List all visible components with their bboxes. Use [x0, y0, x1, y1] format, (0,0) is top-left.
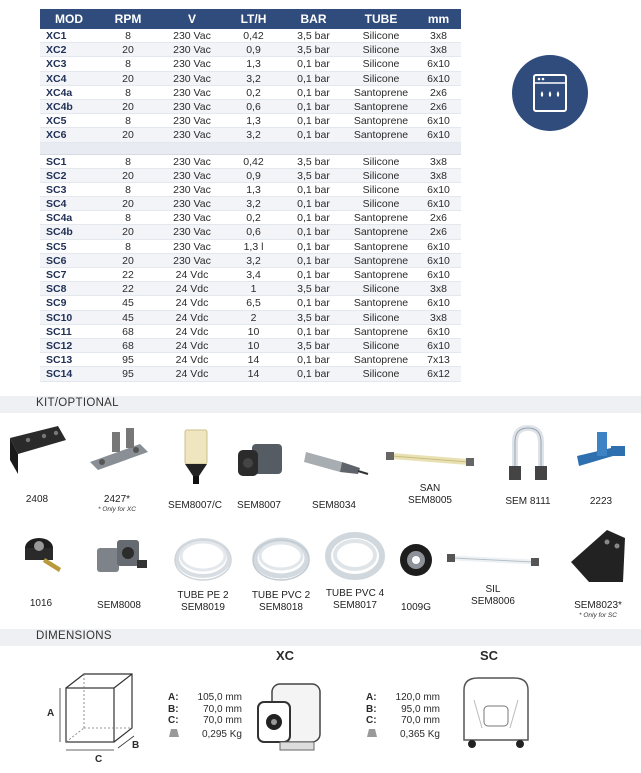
kit-item-sem8006 [440, 548, 546, 608]
cell-size: 2x6 [430, 212, 447, 225]
cell-rpm: 8 [125, 155, 131, 168]
dishwasher-badge [512, 55, 588, 131]
cell-mod: SC7 [46, 269, 67, 281]
cell-flow: 6,5 [246, 297, 261, 310]
cell-pressure: 0,1 bar [297, 100, 330, 113]
cell-voltage: 230 Vac [173, 198, 211, 211]
wall-bracket-icon [4, 420, 70, 482]
cell-pressure: 3,5 bar [297, 311, 330, 324]
cell-flow: 10 [247, 339, 260, 352]
cell-mod: XC6 [46, 129, 67, 142]
cell-voltage: 24 Vdc [175, 368, 209, 381]
cell-voltage: 230 Vac [173, 44, 211, 57]
cell-tube: Silicone [362, 30, 400, 42]
dimensions-section-title: DIMENSIONS [36, 630, 112, 642]
kit-label: SEM 8111 [505, 496, 551, 507]
xc-dim-c: 70,0 mm [203, 715, 242, 726]
tube-san-icon [382, 438, 478, 478]
cell-voltage: 24 Vdc [175, 311, 209, 324]
cell-flow: 0,9 [246, 44, 261, 57]
cell-flow: 3,2 [246, 129, 261, 142]
kit-label: SEM8017 [333, 600, 377, 611]
sc-weight: 0,365 Kg [399, 728, 440, 740]
cell-mod: SC8 [46, 283, 67, 296]
mounting-plate-icon [82, 422, 152, 482]
cell-flow: 3,2 [246, 198, 261, 211]
cell-voltage: 230 Vac [173, 129, 211, 142]
cell-mod: SC5 [46, 240, 67, 253]
cell-tube: Silicone [362, 155, 400, 168]
cell-flow: 1,3 [246, 115, 261, 128]
table-row [40, 268, 461, 282]
motor-icon [230, 436, 288, 488]
cell-voltage: 230 Vac [173, 86, 211, 99]
cell-pressure: 3,5 bar [297, 155, 330, 168]
table-row [40, 254, 461, 268]
kit-label: SAN [419, 483, 441, 494]
cell-mod: XC1 [46, 30, 67, 42]
cell-size: 6x10 [427, 72, 450, 85]
col-header-mm: mm [427, 12, 450, 26]
cell-size: 7x13 [427, 354, 450, 367]
table-row [40, 367, 461, 381]
cell-tube: Santoprene [353, 354, 409, 367]
table-row [40, 353, 461, 367]
dim-key: C: [366, 715, 377, 726]
cell-pressure: 0,1 bar [297, 226, 330, 239]
cell-size: 3x8 [430, 155, 447, 168]
cell-voltage: 230 Vac [173, 169, 211, 182]
sensor-icon [87, 530, 151, 584]
cell-tube: Santoprene [353, 115, 409, 128]
cell-mod: XC5 [46, 115, 67, 128]
cell-rpm: 8 [125, 115, 131, 128]
table-separator [40, 143, 461, 155]
kit-label: 2223 [589, 496, 613, 507]
cell-size: 3x8 [430, 311, 447, 324]
filter-icon [175, 426, 215, 488]
weight-icon [168, 727, 184, 741]
cell-mod: SC4 [46, 198, 67, 211]
cell-tube: Silicone [362, 368, 400, 381]
kit-item-2408 [2, 420, 72, 506]
xc-dimensions [168, 692, 242, 740]
dimensions-section-header [0, 629, 641, 646]
kit-label: SEM8034 [312, 500, 356, 511]
cell-flow: 1,3 [246, 183, 261, 196]
col-header-lth: LT/H [240, 12, 267, 26]
cell-flow: 3,2 [246, 254, 261, 267]
sc-rows [40, 155, 461, 382]
cell-size: 6x10 [427, 183, 450, 196]
cell-voltage: 230 Vac [173, 226, 211, 239]
table-row [40, 57, 461, 71]
cell-size: 6x10 [427, 254, 450, 267]
cell-rpm: 95 [122, 368, 134, 381]
cell-size: 2x6 [430, 86, 447, 99]
bearing-icon [396, 540, 436, 580]
kit-item-sem8023 [556, 524, 640, 620]
cell-mod: SC14 [46, 368, 73, 381]
cell-size: 3x8 [430, 30, 447, 42]
probe-icon [298, 438, 370, 488]
kit-item-1016 [6, 528, 76, 610]
kit-item-sem8111 [490, 422, 566, 508]
cell-voltage: 230 Vac [173, 30, 211, 42]
cell-mod: XC3 [46, 58, 67, 71]
cell-flow: 0,2 [246, 86, 261, 99]
cell-mod: XC4a [46, 86, 73, 99]
cell-rpm: 8 [125, 183, 131, 196]
table-row [40, 43, 461, 57]
dim-key: A: [168, 692, 179, 703]
cell-pressure: 3,5 bar [297, 44, 330, 57]
cell-rpm: 8 [125, 240, 131, 253]
cell-pressure: 3,5 bar [297, 30, 330, 42]
xc-pump-image [250, 676, 328, 765]
cell-tube: Santoprene [353, 129, 409, 142]
sc-dim-b: 95,0 mm [401, 703, 440, 715]
table-row [40, 29, 461, 43]
cell-pressure: 0,1 bar [297, 297, 330, 310]
col-header-v: V [187, 12, 196, 26]
dim-label-a: A [47, 708, 55, 719]
kit-label: SEM8005 [408, 495, 452, 506]
table-row [40, 296, 461, 310]
cell-size: 6x10 [427, 115, 450, 128]
cell-mod: SC3 [46, 183, 67, 196]
kit-label: 2408 [25, 494, 49, 505]
dim-key: A: [366, 692, 377, 703]
cell-mod: SC4b [46, 226, 73, 239]
cell-flow: 1,3 [246, 58, 261, 71]
cell-voltage: 230 Vac [173, 100, 211, 113]
cell-size: 6x10 [427, 240, 450, 253]
coiled-tube-pe-icon [170, 528, 236, 586]
cell-mod: SC2 [46, 169, 67, 182]
dim-label-b: B [132, 740, 140, 751]
cube-icon [44, 668, 154, 768]
cell-rpm: 20 [122, 169, 134, 182]
cell-tube: Silicone [362, 198, 400, 211]
cell-pressure: 0,1 bar [297, 354, 330, 367]
cell-rpm: 22 [122, 269, 134, 281]
spec-table [40, 9, 461, 382]
cell-mod: SC11 [46, 325, 72, 338]
cell-rpm: 95 [122, 354, 134, 367]
cell-rpm: 45 [122, 297, 134, 310]
sc-pump-image [452, 670, 540, 767]
cell-size: 6x10 [427, 198, 450, 211]
sc-model-title: SC [480, 648, 499, 663]
cell-flow: 3,4 [246, 269, 261, 281]
dimension-cube-diagram [44, 668, 154, 768]
cell-tube: Santoprene [353, 212, 409, 225]
sc-dim-c: 70,0 mm [401, 715, 440, 726]
cell-pressure: 0,1 bar [297, 115, 330, 128]
table-row [40, 169, 461, 183]
kit-label: 1009G [400, 602, 432, 613]
cell-rpm: 22 [122, 283, 134, 296]
cell-rpm: 8 [125, 58, 131, 71]
cell-mod: XC4b [46, 100, 73, 113]
cell-voltage: 24 Vdc [175, 354, 209, 367]
xc-rows [40, 29, 461, 143]
cell-mod: SC4a [46, 212, 73, 225]
kit-item-2223 [566, 426, 636, 508]
cell-pressure: 3,5 bar [297, 339, 330, 352]
cell-pressure: 0,1 bar [297, 212, 330, 225]
kit-note: * Only for XC [98, 506, 136, 513]
cell-mod: SC9 [46, 297, 67, 310]
cell-pressure: 0,1 bar [297, 72, 330, 85]
cell-rpm: 20 [122, 44, 134, 57]
table-row [40, 311, 461, 325]
sc-dim-a: 120,0 mm [395, 692, 440, 703]
cell-tube: Silicone [362, 44, 400, 57]
dim-key: B: [366, 703, 377, 715]
cell-pressure: 0,1 bar [297, 368, 330, 381]
cell-size: 6x10 [427, 297, 450, 310]
cell-voltage: 24 Vdc [175, 325, 209, 338]
kit-item-sem8018 [244, 528, 318, 614]
cell-size: 6x10 [427, 58, 450, 71]
cell-rpm: 20 [122, 254, 134, 267]
u-tube-icon [497, 422, 559, 482]
kit-item-sem8005 [380, 438, 480, 507]
table-row [40, 114, 461, 128]
table-row [40, 72, 461, 86]
cell-tube: Silicone [362, 169, 400, 182]
cell-mod: SC10 [46, 311, 73, 324]
col-header-mod: MOD [55, 12, 83, 26]
kit-label: SEM8007/C [168, 500, 222, 511]
kit-label: SEM8018 [259, 602, 303, 613]
table-row [40, 155, 461, 169]
table-row [40, 282, 461, 296]
kit-label: TUBE PE 2 [177, 590, 229, 601]
kit-item-sem8017 [320, 526, 390, 612]
base-plate-icon [563, 524, 633, 588]
cell-voltage: 24 Vdc [175, 339, 209, 352]
cell-rpm: 20 [122, 129, 134, 142]
cell-rpm: 8 [125, 86, 131, 99]
table-row [40, 86, 461, 100]
cell-pressure: 3,5 bar [297, 169, 330, 182]
cell-tube: Santoprene [353, 325, 409, 338]
knob-icon [11, 528, 71, 584]
cell-tube: Silicone [362, 58, 400, 71]
fitting-icon [571, 426, 631, 482]
cell-size: 6x10 [427, 339, 450, 352]
dishwasher-icon [512, 55, 588, 131]
cell-flow: 0,2 [246, 212, 261, 225]
kit-note: * Only for SC [579, 612, 617, 619]
cell-tube: Santoprene [353, 254, 409, 267]
cell-flow: 14 [247, 354, 260, 367]
xc-dim-a: 105,0 mm [197, 692, 242, 703]
cell-voltage: 230 Vac [173, 183, 211, 196]
col-header-tube: TUBE [364, 12, 398, 26]
cell-rpm: 20 [122, 198, 134, 211]
table-row [40, 211, 461, 225]
cell-size: 6x10 [427, 269, 450, 281]
cell-pressure: 0,1 bar [297, 198, 330, 211]
cell-voltage: 230 Vac [173, 212, 211, 225]
cell-rpm: 68 [122, 339, 134, 352]
cell-size: 3x8 [430, 169, 447, 182]
cell-tube: Silicone [362, 283, 400, 296]
kit-label: SEM8007 [237, 500, 281, 511]
kit-section-title: KIT/OPTIONAL [36, 397, 119, 409]
cell-mod: SC6 [46, 254, 67, 267]
cell-tube: Silicone [362, 311, 400, 324]
cell-tube: Santoprene [353, 226, 409, 239]
tube-sil-icon [443, 548, 543, 572]
table-row [40, 100, 461, 114]
cell-size: 6x12 [427, 368, 450, 381]
kit-label: SEM8019 [181, 602, 225, 613]
table-row [40, 183, 461, 197]
kit-section-header [0, 396, 641, 413]
cell-size: 3x8 [430, 283, 447, 296]
cell-rpm: 20 [122, 226, 134, 239]
cell-mod: SC13 [46, 354, 73, 367]
cell-mod: SC12 [46, 339, 73, 352]
xc-dim-b: 70,0 mm [203, 703, 242, 715]
cell-rpm: 20 [122, 72, 134, 85]
table-row [40, 325, 461, 339]
cell-voltage: 230 Vac [173, 240, 211, 253]
cell-tube: Silicone [362, 339, 400, 352]
kit-item-2427 [78, 422, 156, 514]
cell-voltage: 24 Vdc [175, 297, 209, 310]
cell-tube: Santoprene [353, 240, 409, 253]
weight-icon [366, 727, 382, 741]
kit-label: 1016 [29, 598, 53, 609]
table-row [40, 240, 461, 254]
cell-rpm: 8 [125, 212, 131, 225]
xc-weight: 0,295 Kg [201, 728, 242, 740]
kit-item-sem8008 [84, 530, 154, 612]
cell-flow: 3,2 [246, 72, 261, 85]
sc-dimensions [366, 692, 440, 740]
cell-flow: 10 [247, 325, 260, 338]
xc-pump-icon [250, 676, 328, 760]
cell-mod: SC1 [46, 155, 67, 168]
cell-pressure: 3,5 bar [297, 283, 330, 296]
cell-flow: 0,42 [243, 155, 264, 168]
cell-flow: 0,6 [246, 226, 261, 239]
cell-pressure: 0,1 bar [297, 86, 330, 99]
cell-size: 6x10 [427, 325, 450, 338]
table-row [40, 128, 461, 142]
cell-mod: XC4 [46, 72, 67, 85]
dim-label-c: C [95, 754, 103, 765]
cell-rpm: 45 [122, 311, 134, 324]
cell-voltage: 230 Vac [173, 72, 211, 85]
table-row [40, 339, 461, 353]
cell-flow: 0,42 [243, 30, 264, 42]
table-row [40, 225, 461, 239]
table-header [40, 9, 461, 29]
cell-tube: Silicone [362, 72, 400, 85]
cell-flow: 1 [250, 283, 257, 296]
kit-label: SIL [485, 584, 501, 595]
col-header-bar: BAR [300, 12, 327, 26]
cell-voltage: 24 Vdc [175, 283, 209, 296]
coiled-tube-pvc2-icon [248, 528, 314, 586]
cell-pressure: 0,1 bar [297, 240, 330, 253]
cell-size: 3x8 [430, 44, 447, 57]
cell-flow: 14 [247, 368, 260, 381]
cell-rpm: 20 [122, 100, 134, 113]
cell-flow: 0,9 [246, 169, 261, 182]
cell-pressure: 0,1 bar [297, 183, 330, 196]
cell-pressure: 0,1 bar [297, 325, 330, 338]
cell-tube: Santoprene [353, 100, 409, 113]
cell-flow: 2 [250, 311, 257, 324]
kit-label: SEM8008 [97, 600, 141, 611]
cell-size: 2x6 [430, 100, 447, 113]
cell-rpm: 68 [122, 325, 134, 338]
kit-item-sem8007 [226, 436, 292, 512]
cell-size: 2x6 [430, 226, 447, 239]
cell-tube: Santoprene [353, 269, 409, 281]
kit-label: 2427* [103, 494, 131, 505]
xc-model-title: XC [276, 648, 295, 663]
cell-tube: Santoprene [353, 297, 409, 310]
kit-label: TUBE PVC 2 [251, 590, 311, 601]
cell-voltage: 230 Vac [173, 115, 211, 128]
kit-item-1009g [388, 540, 444, 614]
kit-item-sem8034 [296, 438, 372, 512]
col-header-rpm: RPM [114, 12, 142, 26]
cell-voltage: 24 Vdc [175, 269, 209, 281]
cell-pressure: 0,1 bar [297, 58, 330, 71]
cell-rpm: 8 [125, 30, 131, 42]
kit-label: SEM8023* [574, 600, 622, 611]
dim-key: C: [168, 715, 179, 726]
table-row [40, 197, 461, 211]
kit-item-sem8007c [160, 426, 230, 512]
cell-pressure: 0,1 bar [297, 129, 330, 142]
cell-pressure: 0,1 bar [297, 254, 330, 267]
kit-label: TUBE PVC 4 [325, 588, 385, 599]
coiled-tube-pvc4-icon [322, 526, 388, 586]
cell-tube: Silicone [362, 183, 400, 196]
cell-size: 6x10 [427, 129, 450, 142]
cell-voltage: 230 Vac [173, 58, 211, 71]
dim-key: B: [168, 703, 179, 715]
cell-voltage: 230 Vac [173, 254, 211, 267]
cell-mod: XC2 [46, 44, 67, 57]
cell-pressure: 0,1 bar [297, 269, 330, 281]
cell-flow: 1,3 l [243, 240, 264, 253]
sc-pump-icon [452, 670, 540, 762]
kit-label: SEM8006 [471, 596, 515, 607]
cell-voltage: 230 Vac [173, 155, 211, 168]
kit-item-sem8019 [166, 528, 240, 614]
cell-flow: 0,6 [246, 100, 261, 113]
cell-tube: Santoprene [353, 86, 409, 99]
